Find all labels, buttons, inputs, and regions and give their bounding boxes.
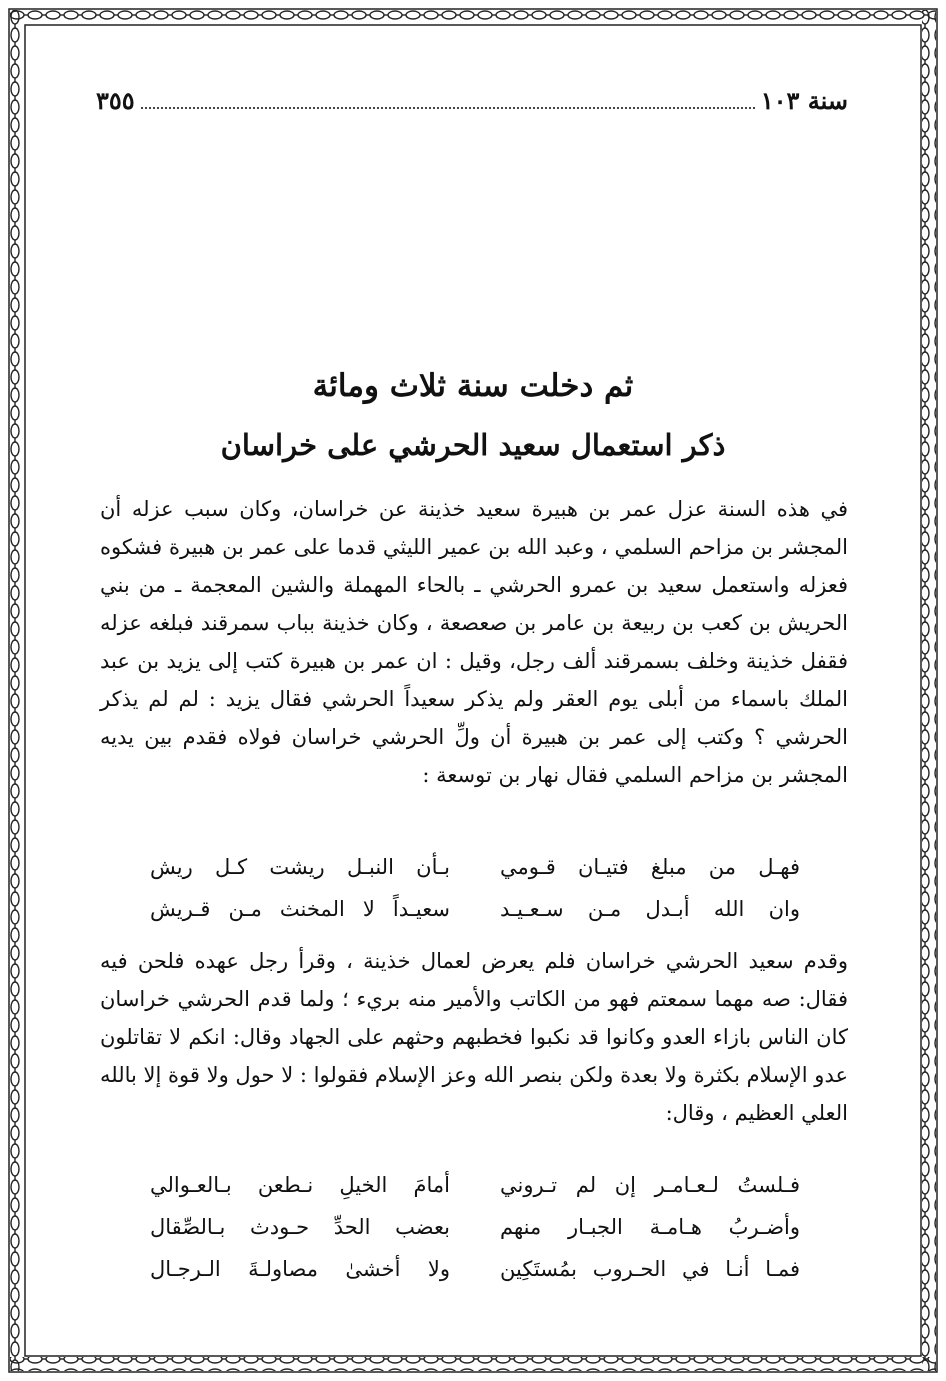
verse [150,1206,800,1248]
verse [150,1164,800,1206]
verse [150,846,800,888]
first-hemistich: فهـل من مبلغ فتيـان قـومي [500,855,800,879]
running-head-title: سنة ١٠٣ [760,85,848,115]
second-hemistich: ولا أخشىٰ مصاولـةَ الـرجـال [150,1257,450,1281]
second-hemistich: أمامَ الخيلِ نـطعن بـالعـوالي [150,1173,450,1197]
verse [150,1248,800,1290]
section-heading: ذكر استعمال سعيد الحرشي على خراسان [220,428,726,462]
paragraph-1: في هذه السنة عزل عمر بن هبيرة سعيد خذينة عن خراسان، وكان سبب عزله أن المجشر بن مزاحم السلمي ، وعبد الله بن عمير الليثي قدما على عمر بن هبيرة فشكوه فعزله واستعمل سعيد بن عمرو الحرشي ـ بالحاء المهملة والشين المعجمة ـ من بني الحريش بن كعب بن ربيعة بن عامر بن صعصعة ، وكان خذينة بباب سمرقند فبلغه عزله فقفل خذينة وخلف بسمرقند ألف رجل، وقيل : ان عمر بن هبيرة كتب إلى يزيد بن عبد الملك باسماء من أبلى يوم العقر ولم يذكر سعيداً الحرشي فقال يزيد : لم لم يذكر الحرشي ؟ وكتب إلى عمر بن هبيرة أن ولِّ الحرشي خراسان فولاه فقدم بين يديه المجشر بن مزاحم السلمي فقال نهار بن توسعة : [100,497,848,787]
second-hemistich: بعضب الحدِّ حـودث بـالصِّقال [150,1215,450,1239]
first-hemistich: وأضـربُ هـامـة الجبـار منهم [500,1215,800,1239]
second-hemistich: بـأن النبـل ريشت كـل ريش [150,855,450,879]
dotted-leader [141,107,755,109]
paragraph-2: وقدم سعيد الحرشي خراسان فلم يعرض لعمال خذينة ، وقرأ رجل عهده فلحن فيه فقال: صه مهما سمعتم فهو من الكاتب والأمير منه بريء ؛ ولما قدم الحرشي خراسان كان الناس بازاء العدو وكانوا قد نكبوا فخطبهم وحثهم على الجهاد وقال: انكم لا تقاتلون عدو الإسلام بكثرة ولا بعدة ولكن بنصر الله وعز الإسلام فقولوا : لا حول ولا قوة إلا بالله العلي العظيم ، وقال: [100,949,848,1125]
verse [150,888,800,930]
poem-2 [150,1164,800,1290]
chapter-heading: ثم دخلت سنة ثلاث ومائة [312,368,634,404]
poem-1 [150,846,800,930]
running-head [96,82,848,118]
page-number: ٣٥٥ [96,85,135,115]
first-hemistich: وان الله أبـدل مـن سـعـيـد [500,897,800,921]
first-hemistich: فمـا أنـا في الحـروب بمُستَكِين [500,1257,800,1281]
second-hemistich: سعيـداً لا المخنث مـن قـريش [150,897,450,921]
first-hemistich: فـلستُ لـعـامـر إن لم تـروني [500,1173,800,1197]
